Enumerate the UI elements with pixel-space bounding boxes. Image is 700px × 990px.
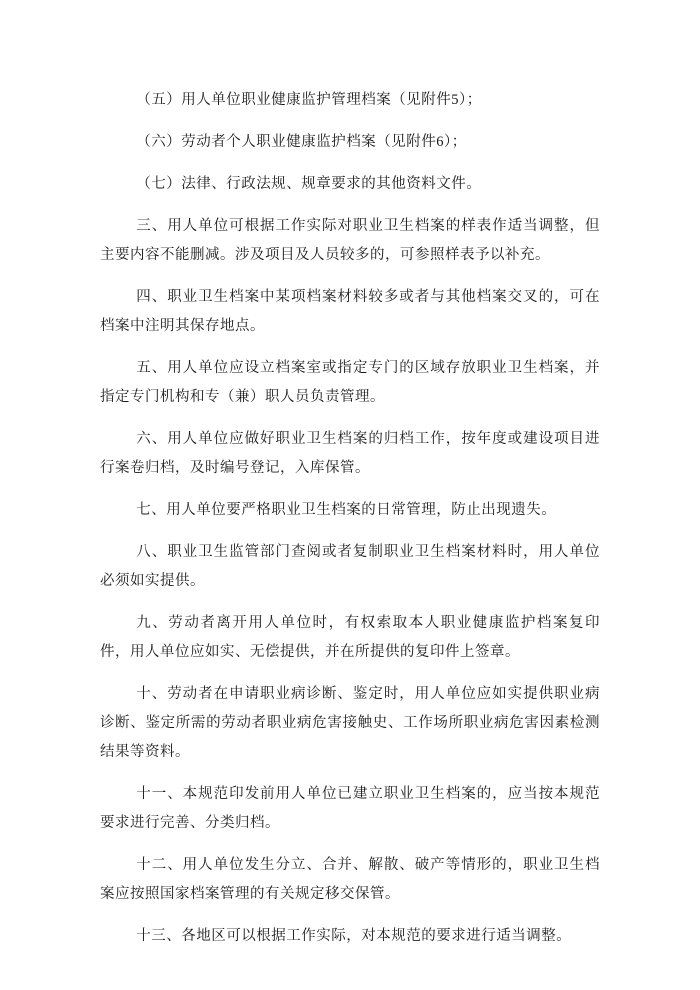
paragraph-section-10: 十、劳动者在申请职业病诊断、鉴定时，用人单位应如实提供职业病诊断、鉴定所需的劳动者职业病危害接触史、工作场所职业病危害因素检测结果等资料。 bbox=[100, 686, 600, 760]
paragraph-section-7: 七、用人单位要严格职业卫生档案的日常管理，防止出现遗失。 bbox=[136, 502, 557, 518]
paragraph-section-12: 十二、用人单位发生分立、合并、解散、破产等情形的，职业卫生档案应按照国家档案管理的有关规定移交保管。 bbox=[100, 857, 600, 902]
paragraph-section-13: 十三、各地区可以根据工作实际，对本规范的要求进行适当调整。 bbox=[136, 928, 572, 944]
document-body bbox=[100, 86, 600, 951]
paragraph-section-8: 八、职业卫生监管部门查阅或者复制职业卫生档案材料时，用人单位必须如实提供。 bbox=[100, 544, 600, 589]
paragraph-section-4: 四、职业卫生档案中某项档案材料较多或者与其他档案交叉的，可在档案中注明其保存地点。 bbox=[100, 289, 600, 334]
paragraph-item-6: （六）劳动者个人职业健康监护档案（见附件6）； bbox=[136, 134, 467, 150]
paragraph-item-7: （七）法律、行政法规、规章要求的其他资料文件。 bbox=[136, 176, 482, 192]
paragraph-section-6: 六、用人单位应做好职业卫生档案的归档工作，按年度或建设项目进行案卷归档，及时编号登记，入库保管。 bbox=[100, 431, 600, 476]
paragraph-section-11: 十一、本规范印发前用人单位已建立职业卫生档案的，应当按本规范要求进行完善、分类归档。 bbox=[100, 786, 600, 831]
paragraph-section-5: 五、用人单位应设立档案室或指定专门的区域存放职业卫生档案，并指定专门机构和专（兼）职人员负责管理。 bbox=[100, 360, 600, 405]
paragraph-section-3: 三、用人单位可根据工作实际对职业卫生档案的样表作适当调整，但主要内容不能删减。涉及项目及人员较多的，可参照样表予以补充。 bbox=[100, 218, 600, 263]
paragraph-item-5: （五）用人单位职业健康监护管理档案（见附件5）； bbox=[136, 92, 482, 108]
paragraph-section-9: 九、劳动者离开用人单位时，有权索取本人职业健康监护档案复印件，用人单位应如实、无偿提供，并在所提供的复印件上签章。 bbox=[100, 615, 600, 660]
